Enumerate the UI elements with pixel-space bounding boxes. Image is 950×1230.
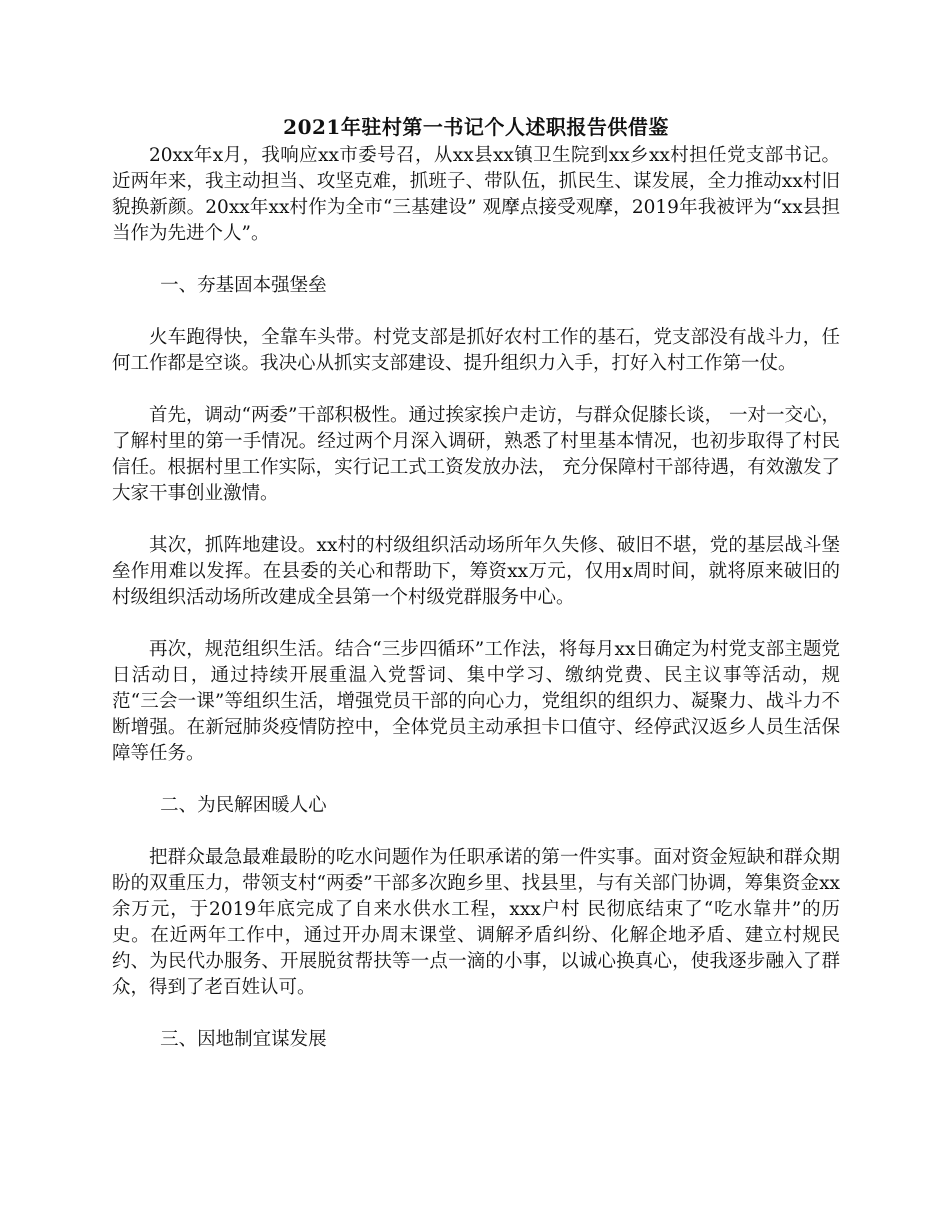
section-heading-1: 一、夯基固本强堡垒 [160,275,327,296]
section-heading-2: 二、为民解困暖人心 [160,795,327,816]
intro-paragraph: 20xx年x月，我响应xx市委号召，从xx县xx镇卫生院到xx乡xx村担任党支部书记。近两年来，我主动担当、攻坚克难，抓班子、带队伍，抓民生、谋发展，全力推动xx村旧貌换新颜。20xx年xx村作为全市“三基建设” 观摩点接受观摩，2019年我被评为“xx县担当作为先进个人”。 [112,145,840,244]
document-title: 2021年驻村第一书记个人述职报告供借鉴 [283,115,669,139]
section1-paragraph-2: 首先，调动“两委”干部积极性。通过挨家挨户走访，与群众促膝长谈， 一对一交心，了解村里的第一手情况。经过两个月深入调研，熟悉了村里基本情况，也初步取得了村民信任。根据村里工作实际，实行记工式工资发放办法， 充分保障村干部待遇，有效激发了大家干事创业激情。 [112,405,840,504]
section1-paragraph-4: 再次，规范组织生活。结合“三步四循环”工作法，将每月xx日确定为村党支部主题党日活动日，通过持续开展重温入党誓词、集中学习、缴纳党费、民主议事等活动，规范“三会一课”等组织生活，增强党员干部的向心力，党组织的组织力、凝聚力、战斗力不断增强。在新冠肺炎疫情防控中，全体党员主动承担卡口值守、经停武汉返乡人员生活保障等任务。 [112,639,840,764]
section2-paragraph-1: 把群众最急最难最盼的吃水问题作为任职承诺的第一件实事。面对资金短缺和群众期盼的双重压力，带领支村“两委”干部多次跑乡里、找县里，与有关部门协调，筹集资金xx余万元，于2019年底完成了自来水供水工程，xxx户村 民彻底结束了“吃水靠井”的历史。在近两年工作中，通过开办周末课堂、调解矛盾纠纷、化解企地矛盾、建立村规民约、为民代办服务、开展脱贫帮扶等一点一滴的小事，以诚心换真心，使我逐步融入了群众，得到了老百姓认可。 [112,847,840,998]
section-heading-3: 三、因地制宜谋发展 [160,1029,327,1050]
section1-paragraph-3: 其次，抓阵地建设。xx村的村级组织活动场所年久失修、破旧不堪，党的基层战斗堡垒作用难以发挥。在县委的关心和帮助下，筹资xx万元，仅用x周时间，就将原来破旧的村级组织活动场所改建成全县第一个村级党群服务中心。 [112,535,840,608]
section1-paragraph-1: 火车跑得快，全靠车头带。村党支部是抓好农村工作的基石，党支部没有战斗力，任何工作都是空谈。我决心从抓实支部建设、提升组织力入手，打好入村工作第一仗。 [112,327,840,374]
